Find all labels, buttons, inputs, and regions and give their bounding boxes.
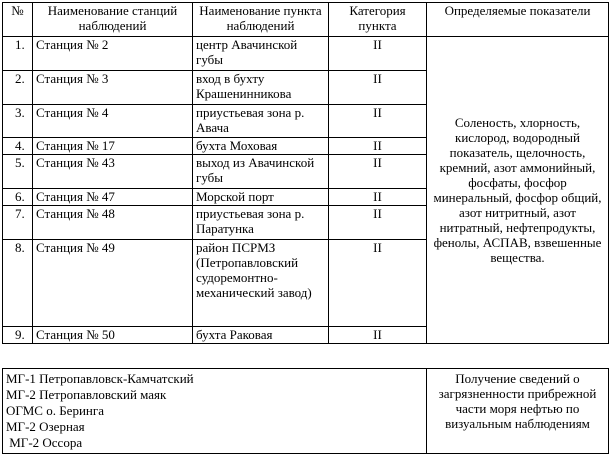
row-category: II: [329, 240, 427, 327]
row-category: II: [329, 206, 427, 240]
row-station: Станция № 48: [33, 206, 193, 240]
coastal-station: МГ-2 Озерная: [6, 419, 85, 434]
coastal-station: МГ-2 Оссора: [6, 435, 83, 450]
row-point: район ПСРМЗ (Петропавловский судоремонтно-механический завод): [193, 240, 329, 327]
row-num: 6.: [3, 189, 33, 206]
row-category: II: [329, 138, 427, 155]
coastal-stations-list: [3, 369, 427, 454]
coastal-stations-table: [2, 368, 609, 454]
row-category: II: [329, 37, 427, 71]
header-num: №: [3, 3, 33, 37]
row-point: приустьевая зона р. Паратунка: [193, 206, 329, 240]
coastal-station: МГ-2 Петропавловский маяк: [6, 387, 167, 402]
row-num: 7.: [3, 206, 33, 240]
header-indicators: Определяемые показатели: [427, 3, 609, 37]
row-point: бухта Раковая: [193, 327, 329, 344]
stations-table: [2, 2, 609, 344]
table-row: [3, 37, 609, 71]
row-point: приустьевая зона р. Авача: [193, 105, 329, 138]
indicators-cell: Соленость, хлорность, кислород, водородный показатель, щелочность, кремний, азот аммонийный, фосфаты, фосфор минеральный, фосфор общий, азот нитритный, азот нитратный, нефтепродукты, фенолы, АСПАВ, взвешенные вещества.: [427, 37, 609, 344]
row-num: 8.: [3, 240, 33, 327]
row-station: Станция № 4: [33, 105, 193, 138]
row-station: Станция № 47: [33, 189, 193, 206]
coastal-station: ОГМС о. Беринга: [6, 403, 104, 418]
row-point: выход из Авачинской губы: [193, 155, 329, 189]
row-num: 1.: [3, 37, 33, 71]
row-station: Станция № 17: [33, 138, 193, 155]
row-category: II: [329, 71, 427, 105]
row-station: Станция № 49: [33, 240, 193, 327]
header-station: Наименование станций наблюдений: [33, 3, 193, 37]
row-point: бухта Моховая: [193, 138, 329, 155]
coastal-description: Получение сведений о загрязненности прибрежной части моря нефтью по визуальным наблюдениям: [427, 369, 609, 454]
row-num: 3.: [3, 105, 33, 138]
row-station: Станция № 50: [33, 327, 193, 344]
row-station: Станция № 2: [33, 37, 193, 71]
row-num: 4.: [3, 138, 33, 155]
coastal-row: [3, 369, 609, 454]
row-station: Станция № 43: [33, 155, 193, 189]
row-point: вход в бухту Крашенинникова: [193, 71, 329, 105]
row-category: II: [329, 189, 427, 206]
header-row: [3, 3, 609, 37]
header-point: Наименование пункта наблюдений: [193, 3, 329, 37]
row-point: Морской порт: [193, 189, 329, 206]
row-num: 5.: [3, 155, 33, 189]
row-category: II: [329, 155, 427, 189]
header-category: Категория пункта: [329, 3, 427, 37]
row-num: 2.: [3, 71, 33, 105]
row-num: 9.: [3, 327, 33, 344]
coastal-station: МГ-1 Петропавловск-Камчатский: [6, 371, 194, 386]
row-station: Станция № 3: [33, 71, 193, 105]
row-category: II: [329, 105, 427, 138]
row-category: II: [329, 327, 427, 344]
row-point: центр Авачинской губы: [193, 37, 329, 71]
